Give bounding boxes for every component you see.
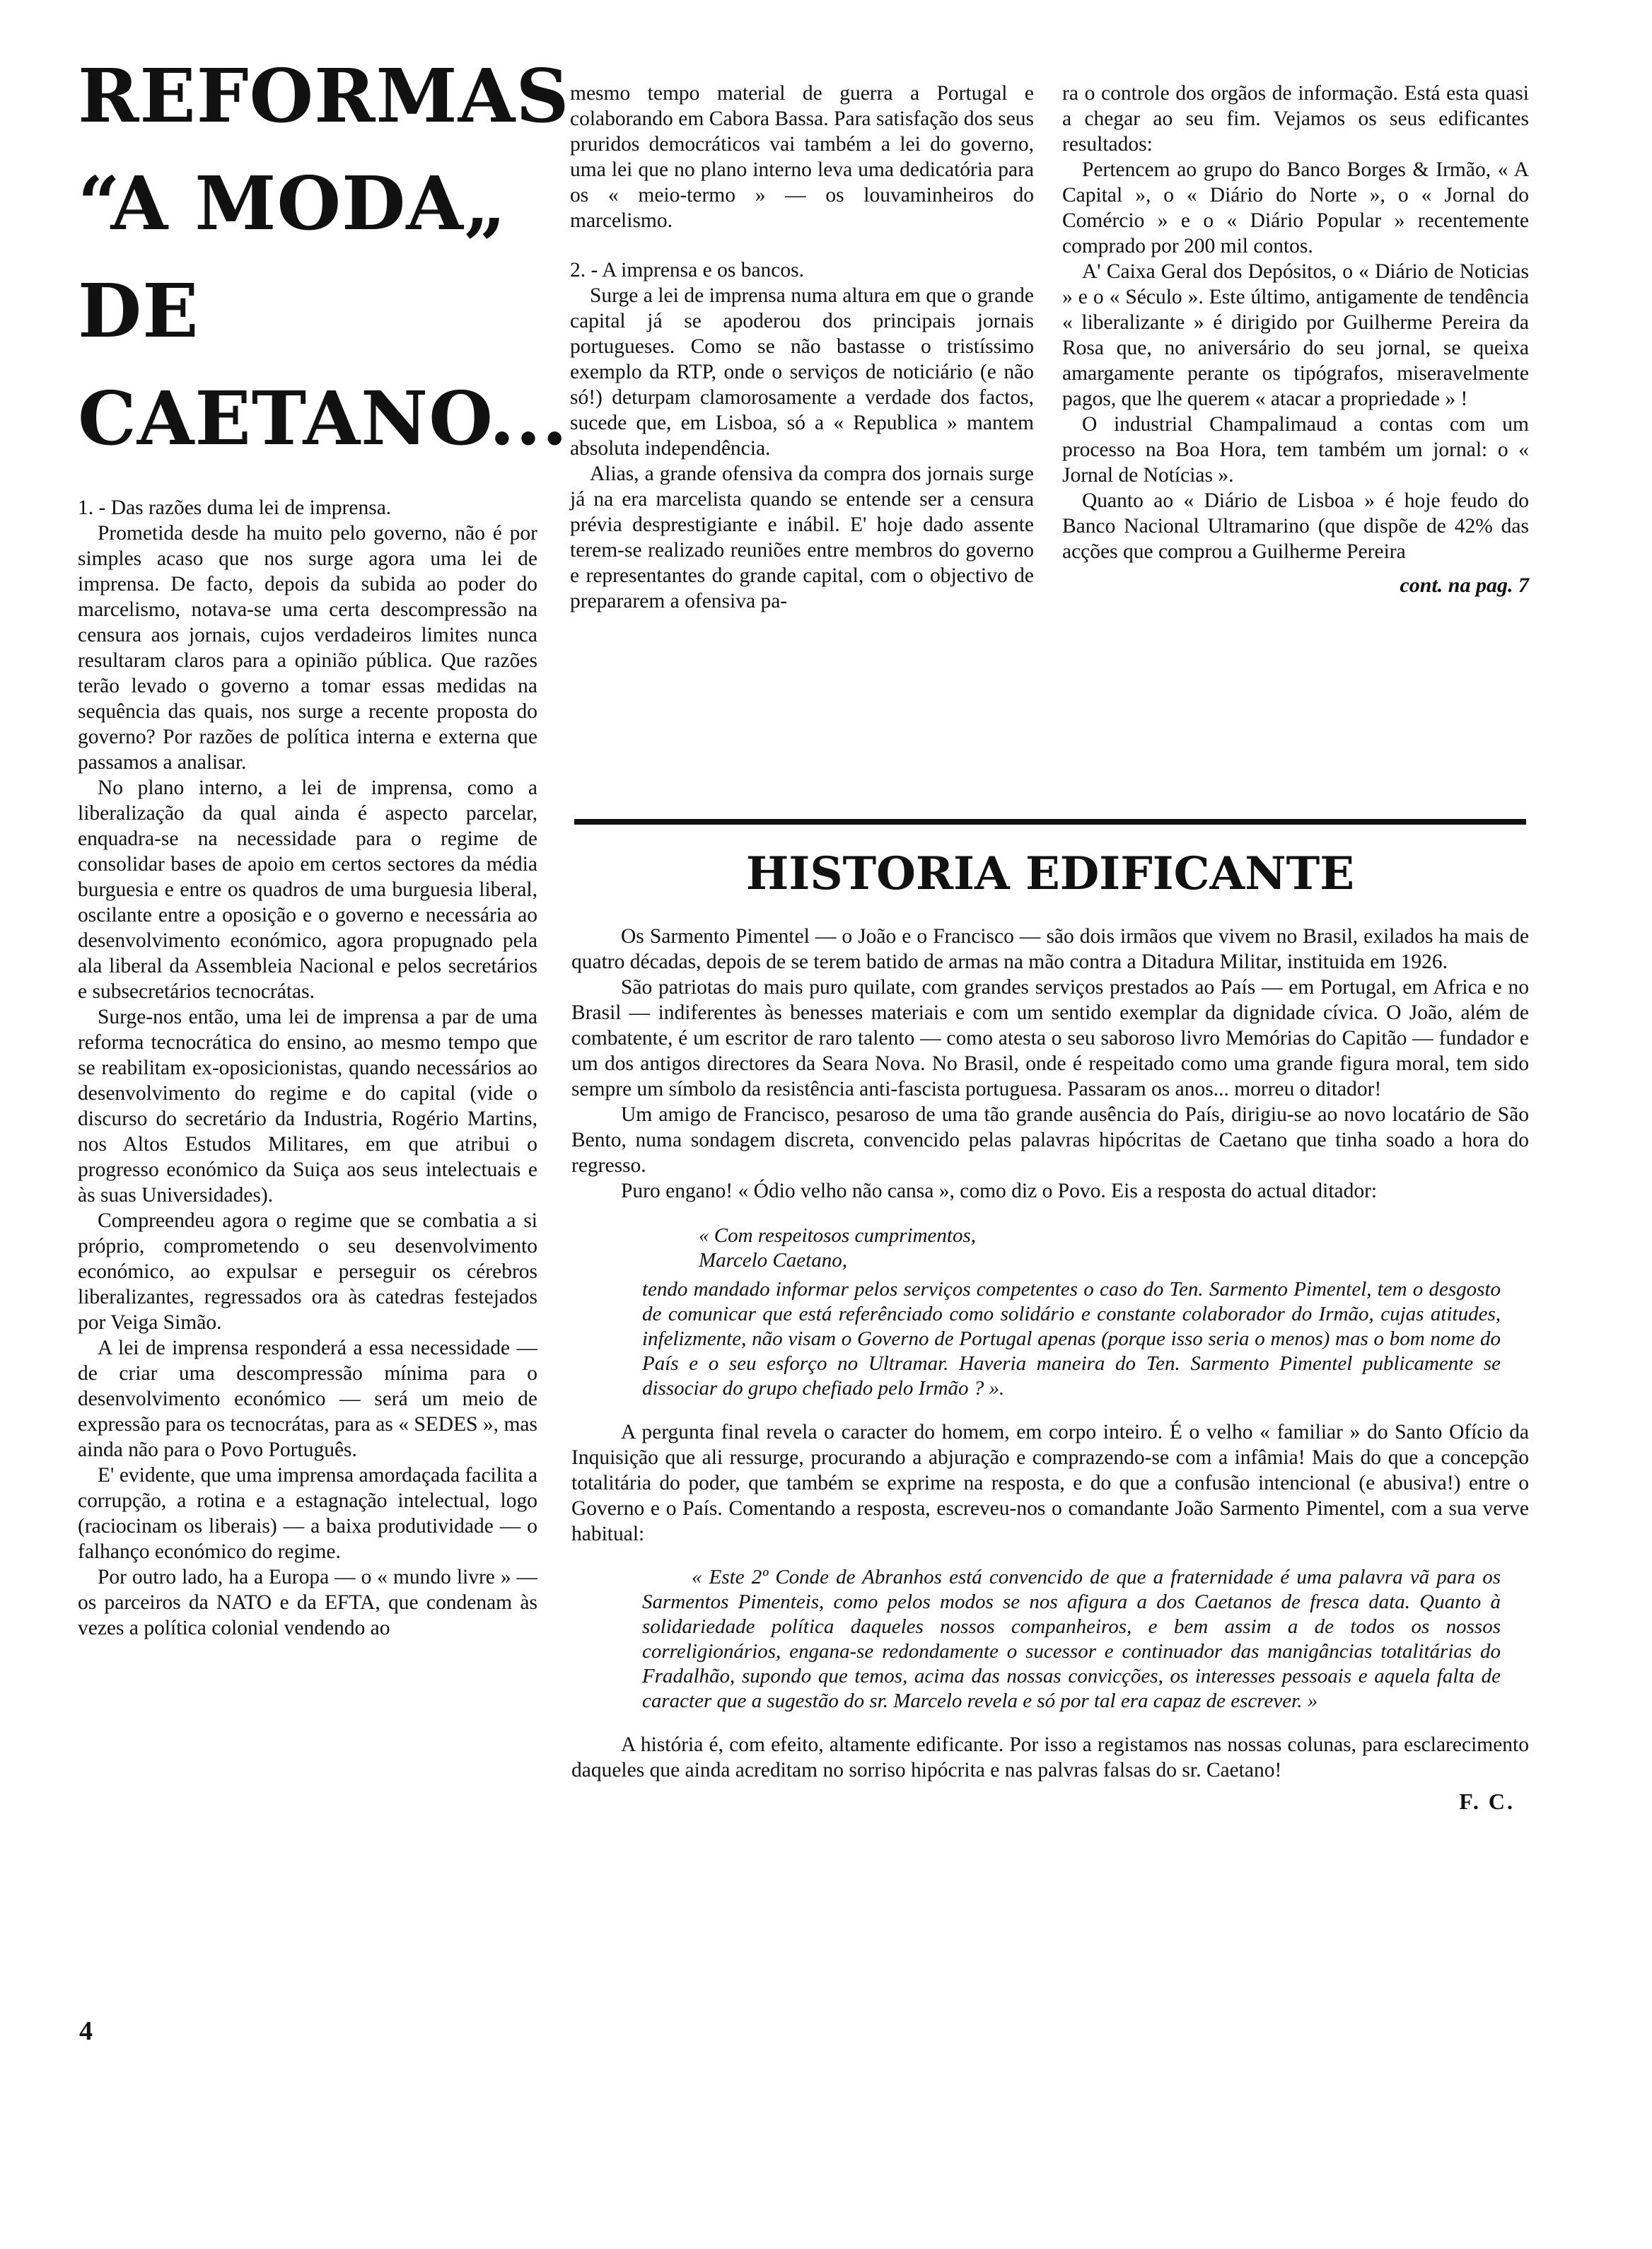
paragraph: A pergunta final revela o caracter do homem, em corpo inteiro. É o velho « familiar » do Santo Ofício da Inquisição que ali ressurge, procurando a abjuração e comprazendo-se com a infâmia! Mais do que a concepção totalitária do poder, que também se exprime na resposta, e do que a confusão intencional (e abusiva!) entre o Governo e o País. Comentando a resposta, escreveu-nos o comandante João Sarmento Pimentel, com a sua verve habitual: <box>571 1421 1529 1545</box>
quote-1-line: Marcelo Caetano, <box>699 1249 847 1272</box>
paragraph: São patriotas do mais puro quilate, com grandes serviços prestados ao País — em Portugal, em Africa e no Brasil — indiferentes às benesses materiais e com um sentido exemplar da dignidade cívica. O João, além de combatente, é um escritor de raro talento — como atesta o seu saboroso livro Memórias do Capitão — fundador e um dos antigos directores da Seara Nova. No Brasil, onde é respeitado como uma grande figura moral, tem sido sempre um símbolo da resistência anti-fascista portuguesa. Passaram os anos... morreu o ditador! <box>571 976 1529 1100</box>
headline-line-4: CAETANO... <box>78 375 569 462</box>
section-2-heading: 2. - A imprensa e os bancos. <box>570 259 804 281</box>
headline-line-2: “A MODA„ <box>78 160 507 247</box>
article2-body <box>571 924 1529 1204</box>
section-divider <box>574 819 1526 825</box>
signature: F. C. <box>1459 1789 1515 1814</box>
page-number: 4 <box>79 2016 93 2046</box>
article1-column-1 <box>78 495 537 1641</box>
paragraph: mesmo tempo material de guerra a Portugal e colaborando em Cabora Bassa. Para satisfação dos seus pruridos democráticos vai também a lei do governo, uma lei que no plano interno leva uma dedicatória para os « meio-termo » — os louvaminheiros do marcelismo. <box>570 82 1034 232</box>
paragraph: A lei de imprensa responderá a essa necessidade — de criar uma descompressão mínima para o desenvolvimento económico — será um meio de expressão para os tecnocrátas, para as « SEDES », mas ainda não para o Povo Português. <box>78 1337 537 1461</box>
paragraph: Quanto ao « Diário de Lisboa » é hoje feudo do Banco Nacional Ultramarino (que dispõe de 42% das acções que comprou a Guilherme Pereira <box>1062 489 1529 563</box>
article1-column-2 <box>570 81 1034 614</box>
paragraph: ra o controle dos orgãos de informação. Está esta quasi a chegar ao seu fim. Vejamos os seus edificantes resultados: <box>1062 82 1529 156</box>
paragraph: A história é, com efeito, altamente edificante. Por isso a registamos nas nossas colunas, para esclarecimento daqueles que ainda acreditam no sorriso hipócrita e nas palvras falsas do sr. Caetano! <box>571 1733 1529 1782</box>
article2-body-end <box>571 1732 1529 1783</box>
paragraph: Surge-nos então, uma lei de imprensa a par de uma reforma tecnocrática do ensino, ao mesmo tempo que se reabilitam ex-oposicionistas, quando necessários ao desenvolvimento do regime e do capital (vide o discurso do secretário da Industria, Rogério Martins, nos Altos Estudos Militares, em que atribui o progresso económico da Suiça aos seus intelectuais e às suas Universidades). <box>78 1006 537 1207</box>
paragraph: No plano interno, a lei de imprensa, como a liberalização da qual ainda é aspecto parcelar, enquadra-se na necessidade para o regime de consolidar bases de apoio em certos sectores da média burguesia e entre os quadros de uma burguesia liberal, oscilante entre a oposição e o governo e necessária ao desenvolvimento económico, agora propugnado pela ala liberal da Assembleia Nacional e pelos secretários e subsecretários tecnocrátas. <box>78 777 537 1003</box>
paragraph: Compreendeu agora o regime que se combatia a si próprio, comprometendo o seu desenvolvimento económico, ao expulsar e perseguir os cérebros liberalizantes, regressados ora às catedras festejados por Veiga Simão. <box>78 1209 537 1334</box>
paragraph: O industrial Champalimaud a contas com um processo na Boa Hora, tem também um jornal: o « Jornal de Notícias ». <box>1062 413 1529 487</box>
paragraph: Surge a lei de imprensa numa altura em que o grande capital já se apoderou dos principais jornais portugueses. Como se não bastasse o tristíssimo exemplo da RTP, onde o serviços de noticiário (e não só!) deturpam clamorosamente a verdade dos factos, sucede que, em Lisboa, só a « Republica » mantem absoluta independência. <box>570 284 1034 460</box>
paragraph: E' evidente, que uma imprensa amordaçada facilita a corrupção, a rotina e a estagnação intelectual, logo (raciocinam os liberais) — a baixa produtividade — o falhanço económico do regime. <box>78 1464 537 1563</box>
section-1-heading: 1. - Das razões duma lei de imprensa. <box>78 496 392 519</box>
article2-title: HISTORIA EDIFICANTE <box>745 847 1355 900</box>
article2-body-middle <box>571 1419 1529 1547</box>
article1-column-3 <box>1062 81 1529 598</box>
quote-1-line: « Com respeitosos cumprimentos, <box>699 1224 977 1247</box>
headline-line-1: REFORMAS <box>78 52 570 139</box>
paragraph: Um amigo de Francisco, pesaroso de uma tão grande ausência do País, dirigiu-se ao novo locatário de São Bento, numa sondagem discreta, convencido pelas palavras hipócritas de Caetano que tinha soado a hora do regresso. <box>571 1103 1529 1177</box>
paragraph: A' Caixa Geral dos Depósitos, o « Diário de Noticias » e o « Século ». Este último, antigamente de tendência « liberalizante » é dirigido por Guilherme Pereira da Rosa que, no aniversário do seu jornal, se queixa amargamente perante os tipógrafos, miseravelmente pagos, que lhe querem « atacar a propriedade » ! <box>1062 260 1529 410</box>
paragraph: Prometida desde ha muito pelo governo, não é por simples acaso que nos surge agora uma lei de imprensa. De facto, depois da subida ao poder do marcelismo, notava-se uma certa descompressão na censura aos jornais, cujos verdadeiros limites nunca resultaram claros para a opinião pública. Que razões terão levado o governo a tomar essas medidas na sequência das quais, nos surge a recente proposta do governo? Por razões de política interna e externa que passamos a analisar. <box>78 522 537 774</box>
continued-note: cont. na pag. 7 <box>1400 574 1529 597</box>
paragraph: Alias, a grande ofensiva da compra dos jornais surge já na era marcelista quando se entende ser a censura prévia desprestigiante e inábil. E' hoje dado assente terem-se realizado reuniões entre membros do governo e representantes do grande capital, com o objectivo de prepararem a ofensiva pa- <box>570 463 1034 612</box>
paragraph: Puro engano! « Ódio velho não cansa », como diz o Povo. Eis a resposta do actual ditador: <box>621 1180 1378 1202</box>
article2 <box>571 846 1529 1815</box>
quote-2 <box>642 1565 1501 1714</box>
paragraph: Os Sarmento Pimentel — o João e o Francisco — são dois irmãos que vivem no Brasil, exilados ha mais de quatro décadas, depois de se terem batido de armas na mão contra a Ditadura Militar, instituida em 1926. <box>571 925 1529 973</box>
quote-2-body: « Este 2º Conde de Abranhos está convencido de que a fraternidade é uma palavra vã para os Sarmentos Pimenteis, como pelos modos se nos afigura a dos Caetanos de fresca data. Quanto à solidariedade política daqueles nossos companheiros, e bem assim a de todos os nossos correligionários, engana-se redondamente o sucessor e continuador das manigâncias totalitárias do Fradalhão, supondo que temos, acima das nossas convicções, os interesses pessoais e aquela falta de caracter que a sugestão do sr. Marcelo revela e só por tal era capaz de escrever. » <box>642 1566 1501 1712</box>
paragraph: Por outro lado, ha a Europa — o « mundo livre » — os parceiros da NATO e da EFTA, que condenam às vezes a política colonial vendendo ao <box>78 1566 537 1639</box>
quote-1 <box>642 1224 1501 1401</box>
quote-1-body: tendo mandado informar pelos serviços competentes o caso do Ten. Sarmento Pimentel, tem o desgosto de comunicar que está referênciado como solidário e constante colaborador do Irmão, cujas atitudes, infelizmente, não visam o Governo de Portugal apenas (porque isso seria o menos) mas o bom nome do País e o seu esforço no Ultramar. Haveria maneira do Ten. Sarmento Pimentel publicamente se dissociar do grupo chefiado pelo Irmão ? ». <box>642 1278 1501 1400</box>
paragraph: Pertencem ao grupo do Banco Borges & Irmão, « A Capital », o « Diário do Norte », o « Jornal do Comércio » e o « Diário Popular » recentemente comprado por 200 mil contos. <box>1062 158 1529 257</box>
headline-line-3: DE <box>78 267 199 354</box>
article-headline <box>78 42 570 472</box>
